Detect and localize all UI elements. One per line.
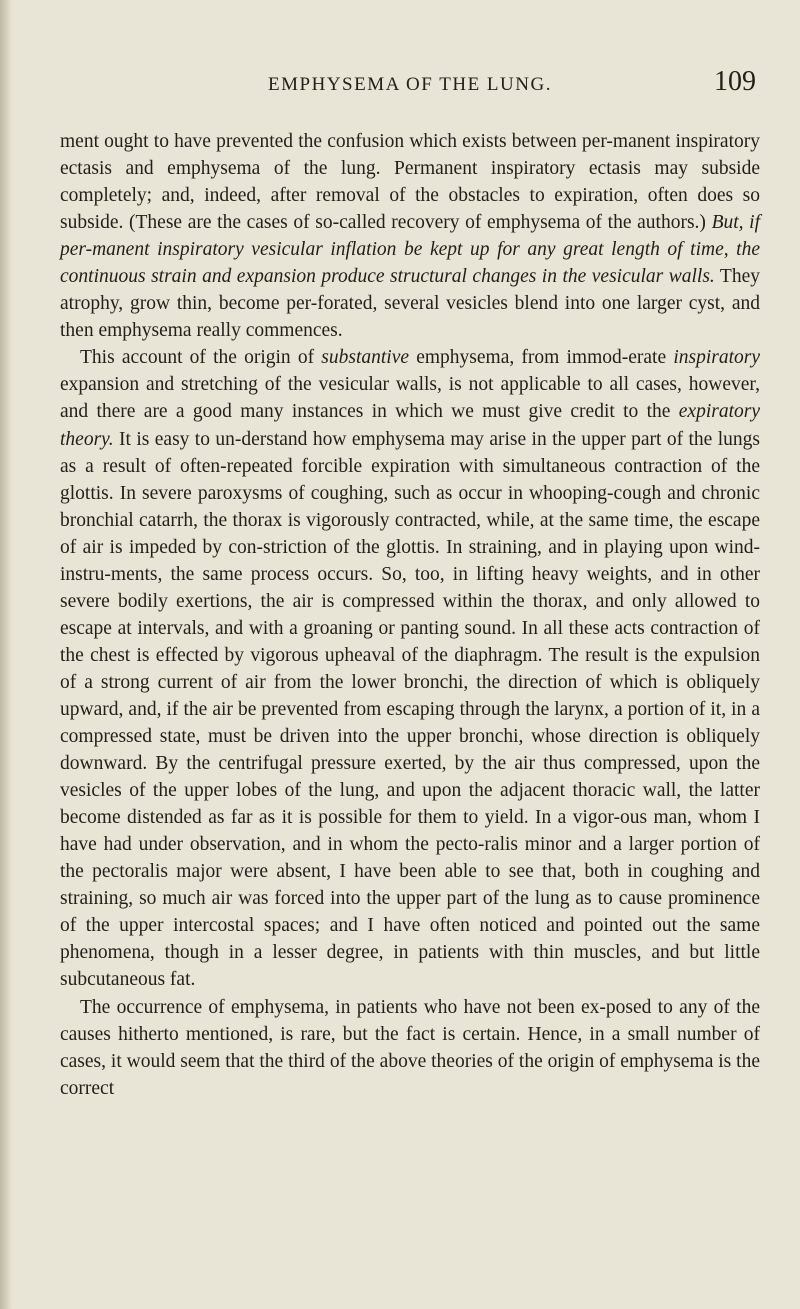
body-text: [60, 128, 760, 1102]
text-run: The occurrence of emphysema, in patients who have not been ex-posed to any of the causes hitherto mentioned, is rare, but the fact is certain. Hence, in a small number of cases, it would seem that the third of the above theories of the origin of emphysema is the correct: [60, 996, 760, 1099]
italic-text-run: substantive: [321, 347, 410, 369]
italic-text-run: But, if per-manent inspiratory vesicular inflation be kept up for any great length of time, the continuous strain and expansion produce structural changes in the vesicular walls.: [60, 212, 761, 288]
text-run: expansion and stretching of the vesicular walls, is not applicable to all cases, however, and there are a good many instances in which we must give credit to the: [60, 374, 760, 423]
italic-text-run: expiratory theory.: [60, 401, 760, 450]
page-number: 109: [714, 66, 756, 97]
italic-text-run: inspiratory: [673, 347, 760, 369]
text-run: It is easy to un-derstand how emphysema may arise in the upper part of the lungs as a result of often-repeated forcible expiration with simultaneous contraction of the glottis. In severe paroxysms of coughing, such as occur in whooping-cough and chronic bronchial catarrh, the thorax is vigorously contracted, while, at the same time, the escape of air is impeded by con-striction of the glottis. In straining, and in playing upon wind-instru-ments, the same process occurs. So, too, in lifting heavy weights, and in other severe bodily exertions, the air is compressed within the thorax, and only allowed to escape at intervals, and with a groaning or panting sound. In all these acts contraction of the chest is effected by vigorous upheaval of the diaphragm. The result is the expulsion of a strong current of air from the lower bronchi, the direction of which is obliquely upward, and, if the air be prevented from escaping through the larynx, a portion of it, in a compressed state, must be driven into the upper bronchi, whose direction is obliquely downward. By the centrifugal pressure exerted, by the air thus compressed, upon the vesicles of the upper lobes of the lung, and upon the adjacent thoracic wall, the latter become distended as far as it is possible for them to yield. In a vigor-ous man, whom I have had under observation, and in whom the pecto-ralis minor and a larger portion of the pectoralis major were absent, I have been able to see that, both in coughing and straining, so much air was forced into the upper part of the lung as to cause prominence of the upper intercostal spaces; and I have often noticed and pointed out the same phenomena, though in a lesser degree, in patients with thin muscles, and but little subcutaneous fat.: [60, 428, 760, 991]
text-run: emphysema, from immod-erate: [409, 347, 674, 369]
paragraph: [60, 128, 760, 344]
page-gutter-shadow: [0, 0, 12, 1309]
running-head: [60, 64, 760, 104]
running-head-title: EMPHYSEMA OF THE LUNG.: [268, 74, 552, 95]
paragraph: [60, 994, 760, 1102]
text-run: ment ought to have prevented the confusion which exists between per-manent inspiratory ectasis and emphysema of the lung. Permanent inspiratory ectasis may subside completely; and, indeed, after removal of the obstacles to expiration, often does so subside. (These are the cases of so-called recovery of emphysema of the authors.): [60, 131, 760, 234]
paragraph: [60, 344, 760, 993]
text-run: They atrophy, grow thin, become per-forated, several vesicles blend into one larger cyst, and then emphysema really commences.: [60, 266, 760, 342]
text-run: This account of the origin of: [80, 347, 322, 369]
